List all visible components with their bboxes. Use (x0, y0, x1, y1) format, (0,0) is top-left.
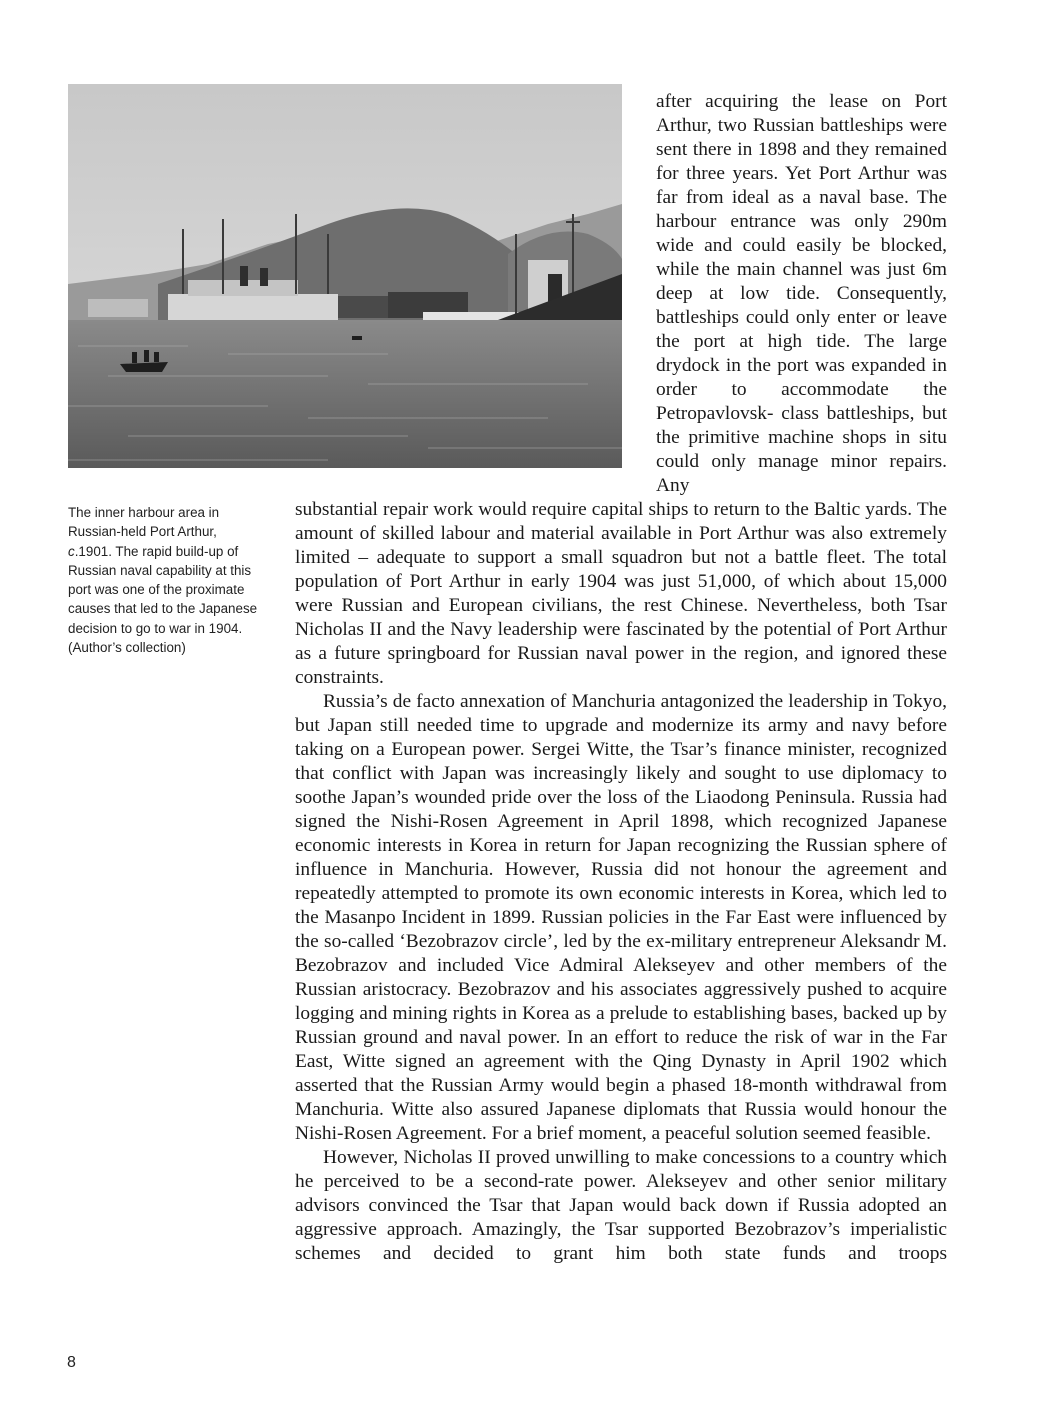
text-line: were sent there in 1898 and they (656, 115, 947, 160)
body-text (295, 498, 947, 1266)
text-line: Arthur was far from ideal as a (656, 163, 948, 208)
text-line: was only 290m wide and could (656, 211, 948, 256)
text-line: channel was just 6m deep at low (656, 259, 947, 304)
text-line: accommodate the Petropavlovsk- (656, 379, 947, 424)
page-number: 8 (67, 1354, 76, 1371)
text-line: power in the region, and ignored these constraints. (295, 643, 947, 688)
side-column-paragraph (656, 90, 947, 498)
text-line: Tokyo, but Japan still needed time to upgrade and modernize its army and (295, 691, 948, 736)
text-line: M. Bezobrazov and included Vice Admiral Alekseyev and other members of (295, 931, 947, 976)
caption-line: The inner harbour area in (68, 505, 220, 520)
text-line: in April 1898, which recognized Japanese economic interests in Korea in (295, 811, 947, 856)
harbour-photograph (68, 84, 622, 468)
caption-line: decision to go to war in 1904. (68, 620, 243, 636)
text-line: risk of war in the Far East, Witte signed an agreement with the Qing Dynasty (295, 1027, 947, 1072)
text-line: the port was expanded in order to (656, 355, 947, 400)
text-line: remained for three years. Yet Port (656, 139, 947, 184)
text-line: after acquiring the lease on Port (656, 91, 947, 112)
text-line: Arthur, two Russian battleships (656, 115, 904, 136)
text-line: easily be blocked, while the main (656, 235, 947, 280)
caption-line: Russian-held Port Arthur, (68, 524, 217, 540)
caption-line: port was one of the proximate (68, 582, 245, 598)
photo-caption (68, 503, 268, 657)
text-line: in April 1902 which asserted that the Russian Army would begin a phased (295, 1051, 948, 1096)
paragraph-1 (295, 498, 947, 690)
text-line: at high tide. The large drydock in (656, 331, 947, 376)
text-line: yards. The amount of skilled labour and material available in Port Arthur was (295, 499, 947, 544)
text-line: by the potential of Port Arthur as a future springboard for Russian naval (295, 619, 947, 664)
text-line: tide. Consequently, battleships (656, 283, 947, 328)
text-line: only manage minor repairs. Any (656, 451, 947, 496)
text-line: the Russian aristocracy. Bezobrazov and his associates aggressively pushed to (295, 955, 947, 1000)
text-line: Nevertheless, both Tsar Nicholas II and the Navy leadership were fascinated (295, 595, 947, 640)
text-line: which about 15,000 were Russian and European civilians, the rest Chinese. (295, 571, 947, 616)
text-line: imperialistic schemes and decided to grant him both state funds and troops (295, 1219, 947, 1264)
caption-line: c.1901. The rapid build-up of (68, 543, 239, 559)
text-line: sought to use diplomacy to soothe Japan’s wounded pride over the loss (295, 763, 947, 808)
text-line: naval base. The harbour entrance (656, 187, 947, 232)
text-line: However, Nicholas II proved unwilling to make concessions to a country (323, 1147, 895, 1168)
text-line: military advisors convinced the Tsar that Japan would back down if Russia (295, 1171, 947, 1216)
paragraph-3 (295, 1146, 947, 1266)
caption-line: causes that led to the Japanese (68, 601, 258, 617)
text-line: also extremely limited – adequate to support a small squadron but not a battle (295, 523, 947, 568)
text-line: class battleships, but the primitive (656, 403, 947, 448)
paragraph-2 (295, 690, 947, 1146)
caption-line: (Author’s collection) (68, 640, 186, 656)
text-line: could only enter or leave the port (656, 307, 947, 352)
text-line: so-called ‘Bezobrazov circle’, led by the ex-military entrepreneur Aleksandr (324, 931, 920, 952)
text-line: machine shops in situ could (656, 427, 948, 472)
text-line: diplomats that Russia would honour the Nishi-Rosen Agreement. For a brief (295, 1099, 947, 1144)
text-line: acquire logging and mining rights in Korea as a prelude to establishing bases, (295, 979, 947, 1024)
text-line: of the Liaodong Peninsula. Russia had signed the Nishi-Rosen Agreement (295, 787, 948, 832)
text-line: adopted an aggressive approach. Amazingly, the Tsar supported Bezobrazov’s (295, 1195, 948, 1240)
text-line: which he perceived to be a second-rate power. Alekseyev and other senior (295, 1147, 947, 1192)
text-line: moment, a peaceful solution seemed feasible. (578, 1123, 931, 1144)
text-line: minister, recognized that conflict with Japan was increasingly likely and (295, 739, 947, 784)
text-line: return for Japan recognizing the Russian sphere of influence in Manchuria. (295, 835, 947, 880)
text-line: to promote its own economic interests in Korea, which led to the Masanpo (295, 883, 947, 928)
text-line: fleet. The total population of Port Arthur in early 1904 was just 51,000, of (295, 547, 947, 592)
text-line: navy before taking on a European power. Sergei Witte, the Tsar’s finance (295, 715, 947, 760)
text-line: backed up by Russian ground and naval power. In an effort to reduce the (295, 1003, 947, 1048)
text-line: Russia’s de facto annexation of Manchuria antagonized the leadership in (323, 691, 889, 712)
text-line: Incident in 1899. Russian policies in the Far East were influenced by the (295, 907, 947, 952)
side-column-text (656, 90, 947, 498)
text-line: However, Russia did not honour the agreement and repeatedly attempted (295, 859, 947, 904)
caption-line: Russian naval capability at this (68, 562, 252, 578)
text-line: 18-month withdrawal from Manchuria. Witte also assured Japanese (295, 1075, 947, 1120)
text-line: substantial repair work would require capital ships to return to the Baltic (295, 499, 861, 520)
